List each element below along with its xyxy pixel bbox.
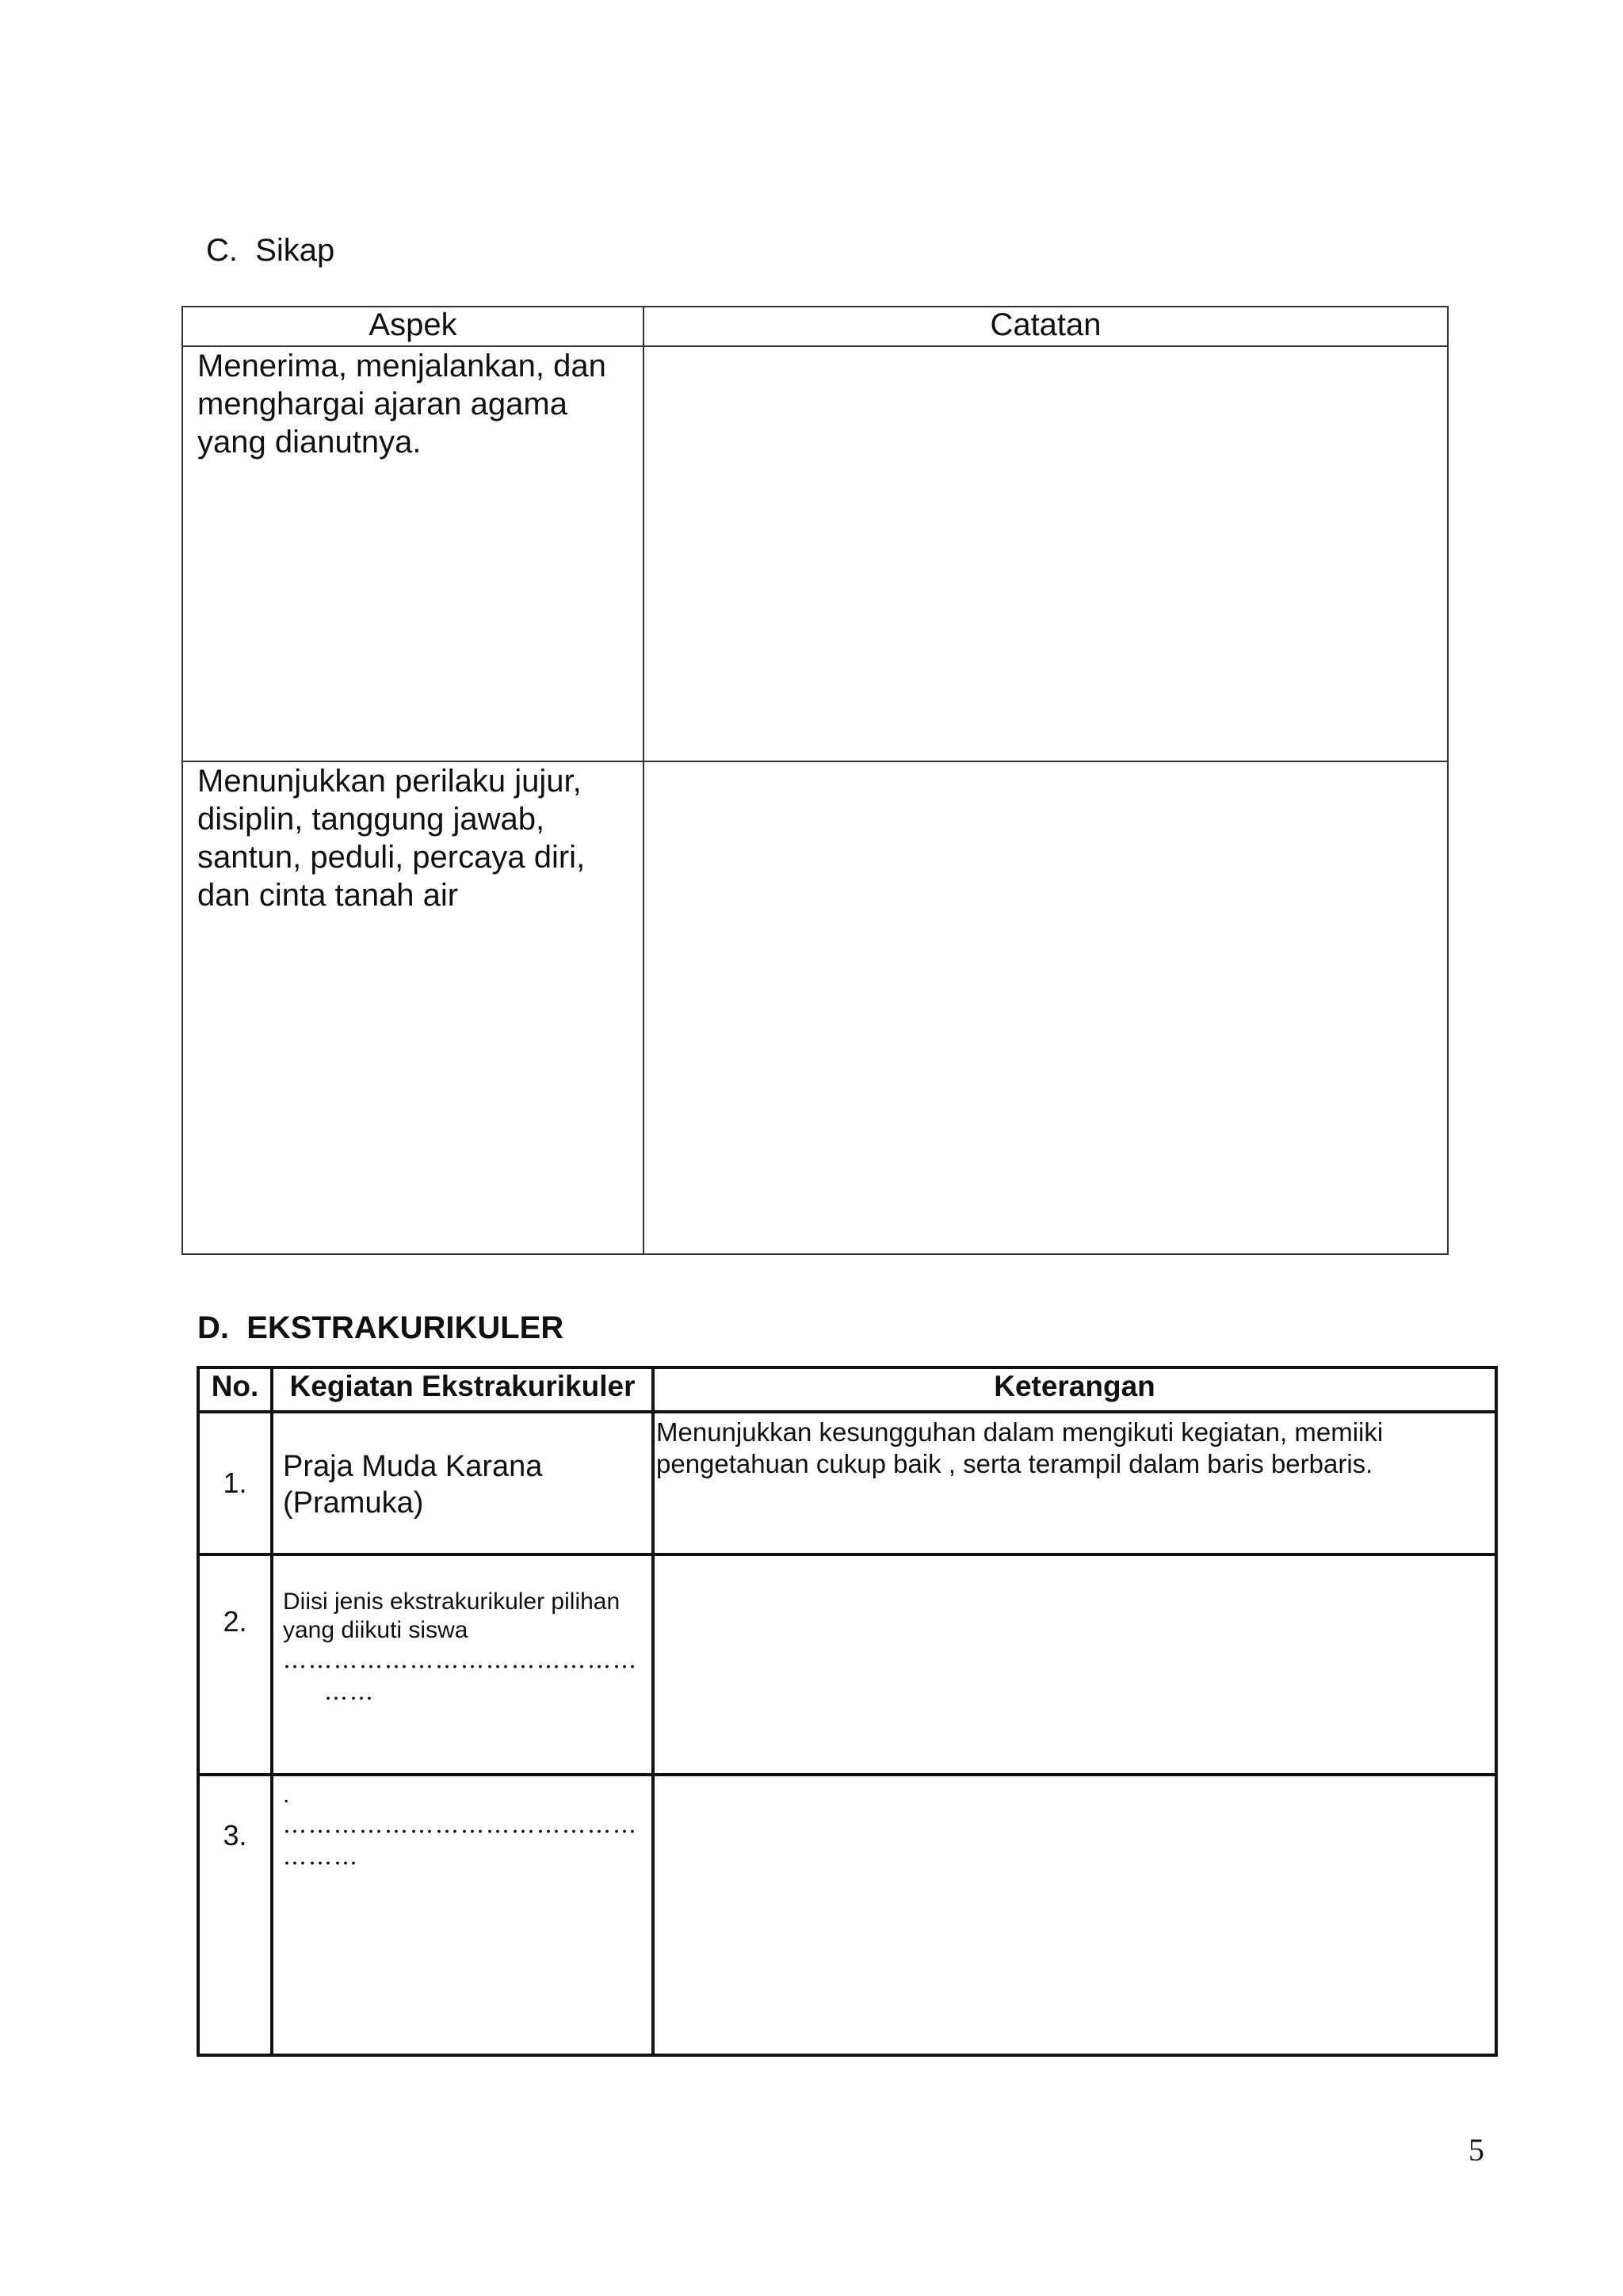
aspect-cell: Menerima, menjalankan, dan menghargai ajaran agama yang dianutnya. xyxy=(182,346,643,761)
note-cell[interactable] xyxy=(643,346,1448,761)
keterangan-text: Menunjukkan kesungguhan dalam mengikuti kegiatan, memiiki pengetahuan cukup baik , serta terampil dalam baris berbaris. xyxy=(656,1417,1384,1478)
fill-in-dots: …………………………………… xyxy=(283,1646,638,1674)
sikap-header-row xyxy=(182,307,1448,346)
ekstrakurikuler-table xyxy=(197,1366,1498,2057)
aspect-cell: Menunjukkan perilaku jujur, disiplin, tanggung jawab, santun, peduli, percaya diri, dan cinta tanah air xyxy=(182,761,643,1254)
fill-in-dot: . xyxy=(283,1782,290,1808)
row-number: 2. xyxy=(198,1554,272,1775)
table-row xyxy=(198,1775,1496,2055)
activity-instruction: Diisi jenis ekstrakurikuler pilihan yang diikuti siswa xyxy=(283,1589,621,1643)
keterangan-cell xyxy=(653,1412,1496,1554)
fill-in-dots: …… xyxy=(324,1678,375,1706)
no-header: No. xyxy=(198,1367,272,1412)
keterangan-cell[interactable] xyxy=(653,1554,1496,1775)
table-row xyxy=(198,1554,1496,1775)
table-row xyxy=(198,1412,1496,1554)
section-c-heading: C. Sikap xyxy=(206,233,335,268)
table-row xyxy=(182,346,1448,761)
activity-cell xyxy=(272,1412,653,1554)
table-row xyxy=(182,761,1448,1254)
fill-in-dots: …………………………………… xyxy=(283,1811,638,1839)
catatan-header: Catatan xyxy=(643,307,1448,346)
keterangan-cell[interactable] xyxy=(653,1775,1496,2055)
row-number: 1. xyxy=(198,1412,272,1554)
kegiatan-header: Kegiatan Ekstrakurikuler xyxy=(272,1367,653,1412)
page-number: 5 xyxy=(1468,2132,1484,2168)
activity-cell xyxy=(272,1775,653,2055)
fill-in-dots: ……… xyxy=(283,1843,359,1871)
sikap-table xyxy=(181,306,1449,1255)
aspek-header: Aspek xyxy=(182,307,643,346)
activity-name: Praja Muda Karana (Pramuka) xyxy=(283,1450,543,1520)
keterangan-header: Keterangan xyxy=(653,1367,1496,1412)
ekstra-header-row xyxy=(198,1367,1496,1412)
note-cell[interactable] xyxy=(643,761,1448,1254)
row-number: 3. xyxy=(198,1775,272,2055)
section-d-heading: D. EKSTRAKURIKULER xyxy=(197,1310,564,1345)
activity-cell xyxy=(272,1554,653,1775)
